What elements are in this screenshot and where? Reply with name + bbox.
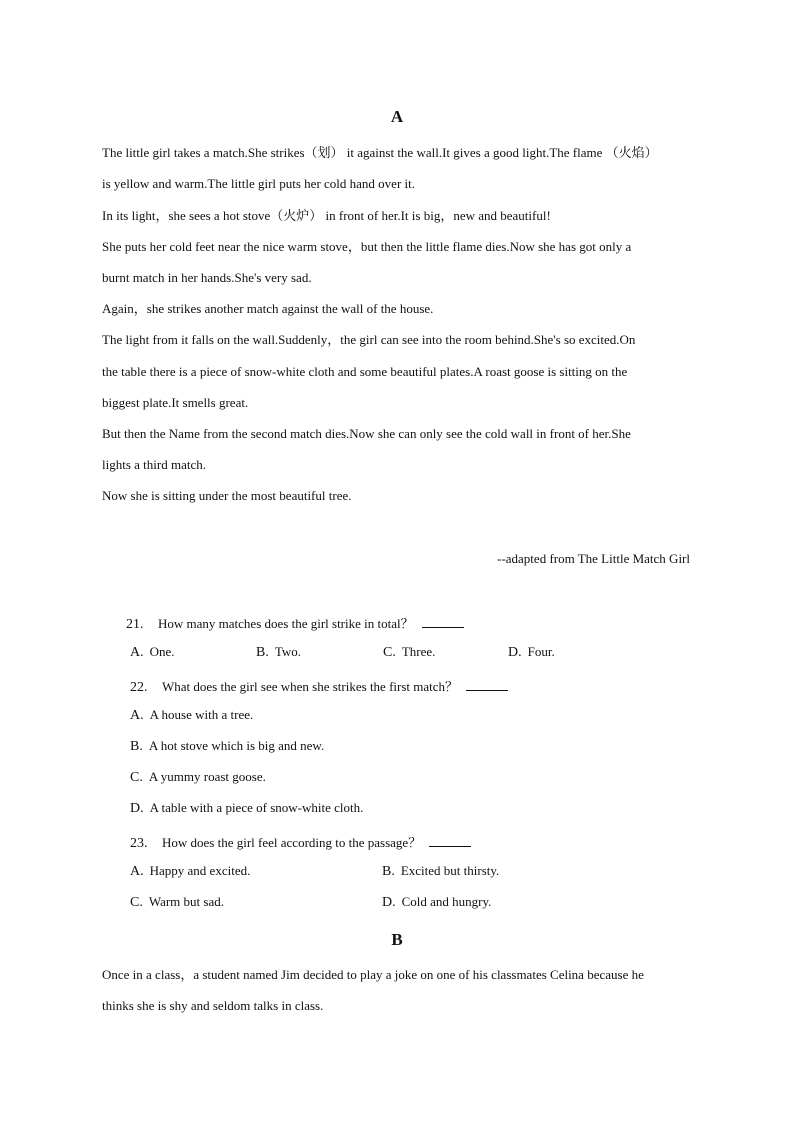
passage-line: The little girl takes a match.She strikes（划） it against the wall.It gives a good light.The flame （火焰） <box>102 145 658 160</box>
passage-line: thinks she is shy and seldom talks in class. <box>102 998 324 1013</box>
question-21 <box>126 613 464 633</box>
passage-line: the table there is a piece of snow-white cloth and some beautiful plates.A roast goose is sitting on the <box>102 364 628 379</box>
question-number: 22. <box>130 680 148 695</box>
passage-line: biggest plate.It smells great. <box>102 395 249 410</box>
passage-line: is yellow and warm.The little girl puts her cold hand over it. <box>102 176 416 191</box>
question-23 <box>130 832 471 852</box>
option-22-c[interactable]: C. A yummy roast goose. <box>130 769 266 785</box>
option-23-c[interactable]: C. Warm but sad. <box>130 894 224 910</box>
answer-blank[interactable] <box>422 617 464 628</box>
passage-source: --adapted from The Little Match Girl <box>497 551 690 566</box>
passage-line: The light from it falls on the wall.Suddenly，the girl can see into the room behind.She's so excited.On <box>102 332 636 347</box>
option-21-b[interactable]: B. Two. <box>256 644 302 660</box>
question-text: How many matches does the girl strike in total？ <box>158 616 414 631</box>
passage-line: Once in a class，a student named Jim decided to play a joke on one of his classmates Celina because he <box>102 967 644 982</box>
option-22-a[interactable]: A. A house with a tree. <box>130 707 254 723</box>
passage-line: burnt match in her hands.She's very sad. <box>102 270 312 285</box>
passage-line: But then the Name from the second match dies.Now she can only see the cold wall in front of her.She <box>102 426 631 441</box>
passage-line: Again，she strikes another match against the wall of the house. <box>102 301 434 316</box>
option-21-d[interactable]: D. Four. <box>508 644 555 660</box>
question-22 <box>130 676 508 696</box>
option-23-a[interactable]: A. Happy and excited. <box>130 863 251 879</box>
question-text: What does the girl see when she strikes the first match？ <box>162 679 459 694</box>
section-a-heading: A <box>390 107 404 126</box>
option-23-d[interactable]: D. Cold and hungry. <box>382 894 492 910</box>
section-b-heading: B <box>391 930 403 949</box>
passage-line: She puts her cold feet near the nice warm stove，but then the little flame dies.Now she has got only a <box>102 239 632 254</box>
passage-line: lights a third match. <box>102 457 206 472</box>
answer-blank[interactable] <box>466 680 508 691</box>
question-number: 21. <box>126 617 144 632</box>
question-text: How does the girl feel according to the passage？ <box>162 835 422 850</box>
option-21-a[interactable]: A. One. <box>130 644 175 660</box>
passage-line: Now she is sitting under the most beautiful tree. <box>102 488 352 503</box>
option-22-b[interactable]: B. A hot stove which is big and new. <box>130 738 325 754</box>
option-22-d[interactable]: D. A table with a piece of snow-white cloth. <box>130 800 364 816</box>
passage-line: In its light，she sees a hot stove（火炉） in front of her.It is big，new and beautiful! <box>102 208 551 223</box>
option-21-c[interactable]: C. Three. <box>383 644 436 660</box>
answer-blank[interactable] <box>429 836 471 847</box>
question-number: 23. <box>130 836 148 851</box>
option-23-b[interactable]: B. Excited but thirsty. <box>382 863 500 879</box>
